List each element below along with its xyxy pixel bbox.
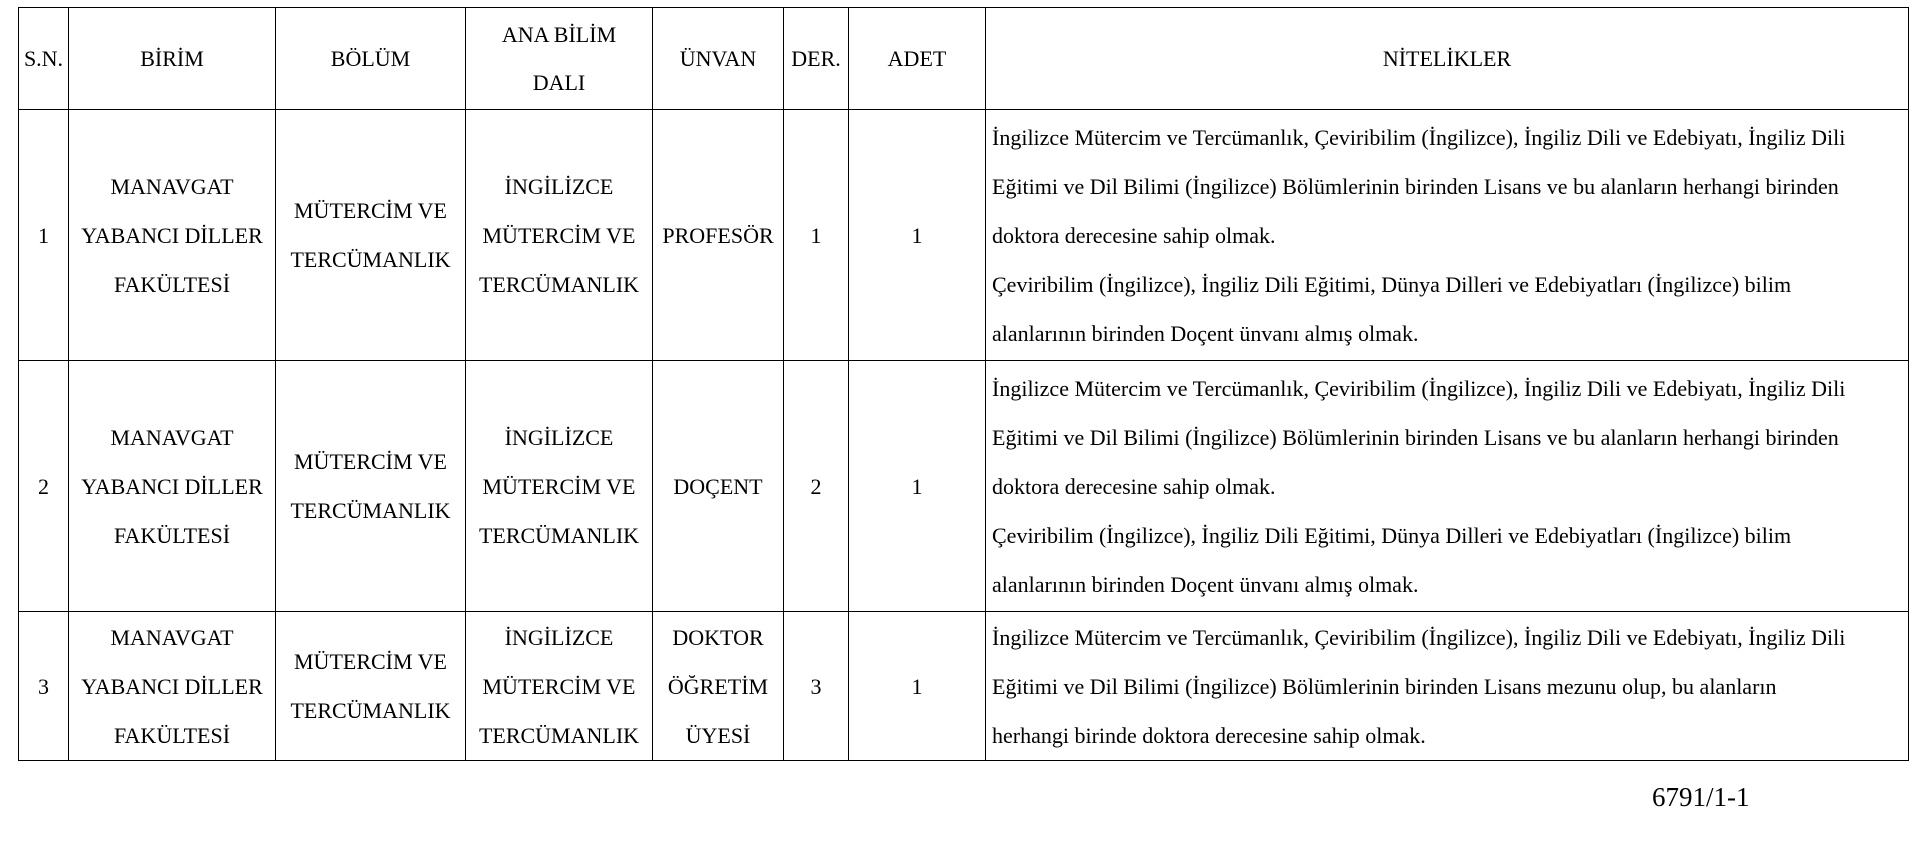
document-number: 6791/1-1 [1652,782,1750,812]
cell-bolum: MÜTERCİM VE TERCÜMANLIK [276,361,466,612]
cell-ana-bilim-dali: İNGİLİZCE MÜTERCİM VE TERCÜMANLIK [466,612,653,761]
cell-der: 2 [784,361,849,612]
cell-sn: 3 [19,612,69,761]
header-bolum: BÖLÜM [276,8,466,110]
header-adet: ADET [849,8,986,110]
cell-unvan: PROFESÖR [653,110,784,361]
cell-nitelikler: İngilizce Mütercim ve Tercümanlık, Çeviribilim (İngilizce), İngiliz Dili ve Edebiyatı, İngiliz Dili Eğitimi ve Dil Bilimi (İngilizce) Bölümlerinin birinden Lisans ve bu alanların herhangi birinden doktora derecesine sahip olmak. Çeviribilim (İngilizce), İngiliz Dili Eğitimi, Dünya Dilleri ve Edebiyatları (İngilizce) bilim alanlarının birinden Doçent ünvanı almış olmak. [986,361,1909,612]
cell-birim: MANAVGAT YABANCI DİLLER FAKÜLTESİ [69,612,276,761]
cell-birim: MANAVGAT YABANCI DİLLER FAKÜLTESİ [69,361,276,612]
cell-der: 1 [784,110,849,361]
table-row [19,110,1909,361]
cell-adet: 1 [849,361,986,612]
header-birim: BİRİM [69,8,276,110]
cell-bolum: MÜTERCİM VE TERCÜMANLIK [276,612,466,761]
header-unvan: ÜNVAN [653,8,784,110]
table-header-row [19,8,1909,110]
cell-der: 3 [784,612,849,761]
header-ana-bilim-dali: ANA BİLİM DALI [466,8,653,110]
header-nitelikler: NİTELİKLER [986,8,1909,110]
header-sn: S.N. [19,8,69,110]
cell-nitelikler: İngilizce Mütercim ve Tercümanlık, Çeviribilim (İngilizce), İngiliz Dili ve Edebiyatı, İngiliz Dili Eğitimi ve Dil Bilimi (İngilizce) Bölümlerinin birinden Lisans mezunu olup, bu alanların herhangi birinde doktora derecesine sahip olmak. [986,612,1909,761]
staff-positions-table [18,7,1909,761]
header-der: DER. [784,8,849,110]
cell-ana-bilim-dali: İNGİLİZCE MÜTERCİM VE TERCÜMANLIK [466,110,653,361]
table-row [19,361,1909,612]
cell-bolum: MÜTERCİM VE TERCÜMANLIK [276,110,466,361]
cell-adet: 1 [849,110,986,361]
cell-nitelikler: İngilizce Mütercim ve Tercümanlık, Çeviribilim (İngilizce), İngiliz Dili ve Edebiyatı, İngiliz Dili Eğitimi ve Dil Bilimi (İngilizce) Bölümlerinin birinden Lisans ve bu alanların herhangi birinden doktora derecesine sahip olmak. Çeviribilim (İngilizce), İngiliz Dili Eğitimi, Dünya Dilleri ve Edebiyatları (İngilizce) bilim alanlarının birinden Doçent ünvanı almış olmak. [986,110,1909,361]
cell-birim: MANAVGAT YABANCI DİLLER FAKÜLTESİ [69,110,276,361]
table-row [19,612,1909,761]
cell-sn: 2 [19,361,69,612]
cell-unvan: DOKTOR ÖĞRETİM ÜYESİ [653,612,784,761]
cell-unvan: DOÇENT [653,361,784,612]
cell-sn: 1 [19,110,69,361]
announcement-sheet [18,7,1909,761]
cell-ana-bilim-dali: İNGİLİZCE MÜTERCİM VE TERCÜMANLIK [466,361,653,612]
cell-adet: 1 [849,612,986,761]
